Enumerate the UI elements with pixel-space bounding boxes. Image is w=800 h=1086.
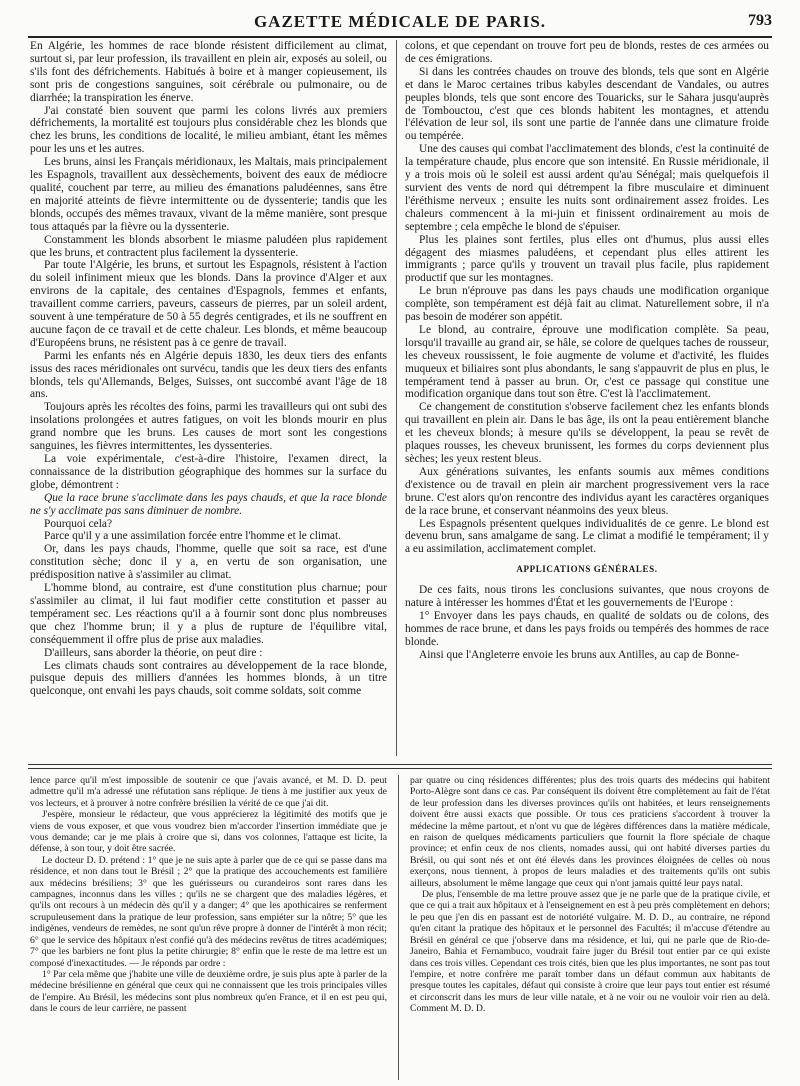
paragraph: Une des causes qui combat l'acclimatement des blonds, c'est la continuité de la température chaude, plus encore que son intensité. En Russie méridionale, il y a trois mois où le soleil est aussi ardent qu'au Sénégal; mais quelquefois il survient des vents de nord qui détrempent la fibre musculaire et diminuent l'éréthisme nerveux ; ensuite les nuits sont ordinairement assez froides. Les chaleurs commencent à la mi-juin et finissent ordinairement au mois de septembre ; cela empêche le blond de s'épuiser. xyxy=(405,143,769,233)
column-divider xyxy=(396,40,397,756)
paragraph: Que la race brune s'acclimate dans les pays chauds, et que la race blonde ne s'y acclimate pas sans diminuer de nombre. xyxy=(30,491,387,517)
paragraph: Ainsi que l'Angleterre envoie les bruns aux Antilles, au cap de Bonne- xyxy=(419,648,740,661)
paragraph: De ces faits, nous tirons les conclusions suivantes, que nous croyons de nature à intéresser les hommes d'État et les gouvernements de l'Europe : xyxy=(405,584,769,610)
journal-title: GAZETTE MÉDICALE DE PARIS. xyxy=(253,12,547,31)
paragraph: Ce changement de constitution s'observe facilement chez les enfants blonds qui travaillent en plein air. Dans le bas âge, ils ont la peau entièrement blanche et les cheveux blonds; à mesure qu'ils se développent, la peau se revêt de plaques rousses, les cheveux brunissent, les formes du corps deviennent plus sèches; les yeux restent bleus. xyxy=(405,401,769,465)
paragraph: Par toute l'Algérie, les bruns, et surtout les Espagnols, résistent à l'action du soleil infiniment mieux que les blonds. Dans la province d'Alger et aux environs de la capitale, des centaines d'Espagnols, femmes et enfants, travaillent comme carriers, paveurs, casseurs de pierres, par un soleil ardent, souvent à une température de 50 à 55 degrés centigrades, et ils ne souffrent en aucune façon de ce travail et de cette chaleur. Les blonds, et même beaucoup d'Européens bruns, ne résistent pas à ce genre de travail. xyxy=(30,259,387,349)
paragraph: 1° Par cela même que j'habite une ville de deuxième ordre, je suis plus apte à parler de la médecine brésilienne en général que ceux qui ne connaissent que les trois principales villes de l'empire. Au Brésil, les médecins sont plus nombreux qu'en France, et il en est peu qui, dans le cours de leur carrière, ne passent xyxy=(30,968,387,1015)
paragraph: par quatre ou cinq résidences différentes; plus des trois quarts des médecins qui habitent Porto-Alègre sont dans ce cas. Par conséquent ils doivent être complètement au fait de l'état de leur profession dans les diverses provinces qu'ils ont habitées, et leurs renseignements doivent être aussi exacts que possible. Or tous ces praticiens s'accordent à trouver la médecine la même partout, et n'ont vu que de légères différences dans la matière médicale, en raison de quelques médicaments particuliers que fournit la flore spéciale de chaque province; et enfin ceux de nos clients, nomades aussi, qui ont habité diverses parties du Brésil, ou qui sont nés et ont été élevés dans les provinces éloignées de celles où nous exerçons, nous tiennent, à propos de leurs maladies et des traitements qu'ils ont subis ailleurs, absolument le même langage que ceux qui n'ont jamais quitté leur pays natal. xyxy=(410,775,770,889)
paragraph: J'espère, monsieur le rédacteur, que vous apprécierez la légitimité des motifs que je viens de vous exposer, et que vous voudrez bien m'accorder l'insertion immédiate que je vous demande; car je me plais à croire que si, dans vos colonnes, l'attaque est licite, la défense, à son tour, y doit être sacrée. xyxy=(30,809,387,855)
paragraph: Constamment les blonds absorbent le miasme paludéen plus rapidement que les bruns, et contractent plus facilement la dyssenterie. xyxy=(30,233,387,259)
paragraph: L'homme blond, au contraire, est d'une constitution plus charnue; pour s'assimiler au climat, il lui faut modifier cette constitution et passer au tempérament sec. Les réactions qu'il a à fournir sont donc plus nombreuses que chez l'homme brun; il y a plus de rupture de l'équilibre vital, conséquemment il offre plus de prise aux maladies. xyxy=(30,582,387,646)
paragraph: Aux générations suivantes, les enfants soumis aux mêmes conditions d'existence ou de travail en plein air marchent progressivement vers la race brune. C'est alors qu'on rencontre des individus ayant les caractères organiques de la race brune, et conservant néanmoins des yeux bleus. xyxy=(405,465,769,517)
paragraph: De plus, l'ensemble de ma lettre prouve assez que je ne parle que de la pratique civile, et que ce qui a trait aux hôpitaux et à l'enseignement en est à peu près complètement en dehors; le peu que j'en dis en passant est de notoriété vulgaire. M. D. D., au contraire, ne répond qu'en citant la pratique des hôpitaux et le personnel des Facultés; il m'accuse d'étendre au Brésil en général ce que j'observe dans ma résidence, et lui, qui ne parle que de Rio-de-Janeiro, Bahia et Fernambuco, voudrait faire juger du Brésil tout entier par ce qui existe dans ces trois villes. Cependant ces trois cités, bien que les plus importantes, ne sont pas tout l'empire, et notre confrère me paraît tomber dans un défaut commun aux habitants de presque toutes les capitales, défaut qui consiste à croire que leur pays tout entier est résumé et circonscrit dans les murs de leur ville natale, et à ne voir ou ne vouloir voir rien au delà. Comment M. D. D. xyxy=(410,889,770,1015)
paragraph: colons, et que cependant on trouve fort peu de blonds, restes de ces armées ou de ces émigrations. xyxy=(405,40,769,65)
lower-right-column xyxy=(410,775,770,1080)
paragraph: Le blond, au contraire, éprouve une modification complète. Sa peau, lorsqu'il travaille au grand air, se hâle, se colore de quelques taches de rousseur, les cheveux roussissent, le foie augmente de volume et d'activité, les fluides muqueux et biliaires sont plus abondants, le sang s'appauvrit de plus en plus, le tempérament tend à passer au brun. Or, c'est ce passage qui constitue une modification organique dans tout son être. C'est là l'acclimatement. xyxy=(405,323,769,401)
paragraph: J'ai constaté bien souvent que parmi les colons livrés aux premiers défrichements, la mortalité est toujours plus considérable chez les blonds que chez les bruns, les conditions de localité, le milieu ambiant, étant les mêmes pour les uns et les autres. xyxy=(30,104,387,156)
paragraph: 1° Envoyer dans les pays chauds, en qualité de soldats ou de colons, des hommes de race brune, et dans les pays froids ou tempérés des hommes de race blonde. xyxy=(405,610,769,648)
section-divider xyxy=(28,764,772,769)
paragraph: La voie expérimentale, c'est-à-dire l'histoire, l'examen direct, la connaissance de la distribution géographique des hommes sur la surface du globe, démontrent : xyxy=(30,453,387,491)
section-heading: APPLICATIONS GÉNÉRALES. xyxy=(516,564,658,575)
paragraph: Parmi les enfants nés en Algérie depuis 1830, les deux tiers des enfants issus des races méridionales ont survécu, tandis que les deux tiers des enfants blonds, tels qu'Allemands, Belges, Suisses, ont succombé avant l'âge de 18 ans. xyxy=(30,349,387,401)
page-header xyxy=(28,8,772,38)
paragraph: lence parce qu'il m'est impossible de soutenir ce que j'avais avancé, et M. D. D. peut admettre qu'il m'a adressé une réfutation sans réplique. Je tiens à me justifier aux yeux de vos lecteurs, et à prouver à notre confrère brésilien la vérité de ce que j'ai dit. xyxy=(30,775,387,809)
paragraph: Les bruns, ainsi les Français méridionaux, les Maltais, mais principalement les Espagnols, travaillent aux dessèchements, boivent des eaux de médiocre qualité, couchent par terre, au milieu des émanations paludéennes, sans être en majorité atteints de fièvre intermittente ou de dyssenterie; tandis que les blonds, occupés des mêmes travaux, vivant de la même manière, sont presque tous attaqués par la fièvre ou la dyssenterie. xyxy=(30,156,387,233)
column-divider-lower xyxy=(398,775,399,1080)
paragraph: D'ailleurs, sans aborder la théorie, on peut dire : xyxy=(44,646,263,659)
paragraph: Si dans les contrées chaudes on trouve des blonds, tels que sont en Algérie et dans le Maroc certaines tribus kabyles descendant de Vandales, ou autres peuples blonds, tels que sont encore des Touaricks, sur le Sahara jusqu'auprès de Tombouctou, c'est que ces blonds habitent les montagnes, et attendu l'élévation de leur sol, ils sont une partie de l'année dans une climature froide ou tempérée. xyxy=(405,65,769,143)
paragraph: Le docteur D. D. prétend : 1° que je ne suis apte à parler que de ce qui se passe dans ma résidence, et non dans tout le Brésil ; 2° que la pratique des accouchements est familière aux médecins brésiliens; 3° que les guérisseurs ou curandeiros sont rares dans les campagnes, inconnus dans les villes ; qu'ils ne se chargent que des maladies légères, et qu'ils ont recours à un médecin dès qu'il y a danger; 4° que les apothicaires se renferment scrupuleusement dans la pratique de leur profession, sans empiéter sur la nôtre; 5° que les indigènes, vendeurs de remèdes, ne sont qu'un rêve propre à donner de l'intérêt à mon récit; 6° que le service des hôpitaux n'est confié qu'à des médecins revêtus de titres académiques; 7° que les barbiers ne font plus la petite chirurgie; 8° enfin que le reste de ma lettre est un composé d'inexactitudes. — Je réponds par ordre : xyxy=(30,854,387,969)
upper-left-column xyxy=(30,40,387,756)
paragraph: Le brun n'éprouve pas dans les pays chauds une modification organique complète, son tempérament est déjà fait au climat. Naturellement sobre, il n'a pas besoin de modérer son appétit. xyxy=(405,285,769,324)
paragraph: Or, dans les pays chauds, l'homme, quelle que soit sa race, est d'une constitution sèche; donc il y a, en vertu de son organisation, une prédisposition native à s'assimiler au climat. xyxy=(30,543,387,582)
page-number: 793 xyxy=(748,12,772,29)
paragraph: Les Espagnols présentent quelques individualités de ce genre. Le blond est devenu brun, sans amalgame de sang. Le climat a modifié le tempérament; il y a eu assimilation, acclimatement complet. xyxy=(405,517,769,556)
paragraph: Parce qu'il y a une assimilation forcée entre l'homme et le climat. xyxy=(44,530,341,543)
paragraph: Plus les plaines sont fertiles, plus elles ont d'humus, plus aussi elles dégagent des miasmes paludéens, et cependant plus elles attirent les immigrants ; parce qu'ils y trouvent un travail plus facile, plus rapidement productif que sur les montagnes. xyxy=(405,233,769,285)
upper-right-column xyxy=(405,40,769,756)
paragraph: Les climats chauds sont contraires au développement de la race blonde, puisque depuis des milliers d'années les hommes blonds, à un titre quelconque, ont envahi les pays chauds, soit comme soldats, soit comme xyxy=(30,659,387,698)
lower-left-column xyxy=(30,775,387,1080)
paragraph: Toujours après les récoltes des foins, parmi les travailleurs qui ont subi des insolations prolongées et autres fatigues, on voit les blonds mourir en plus grand nombre que les bruns. Les causes de mort sont les congestions sanguines, les fièvres intermittentes, les dyssenteries. xyxy=(30,401,387,453)
paragraph: Pourquoi cela? xyxy=(44,517,113,530)
paragraph: En Algérie, les hommes de race blonde résistent difficilement au climat, surtout si, par leur profession, ils travaillent en plein air, exposés au soleil, ou s'ils font des défrichements. Habitués à boire et à manger copieusement, ils sont pris de congestions sanguines, soit cérébrale ou pulmonaire, ou de diarrhée; la transpiration les énerve. xyxy=(30,40,387,104)
